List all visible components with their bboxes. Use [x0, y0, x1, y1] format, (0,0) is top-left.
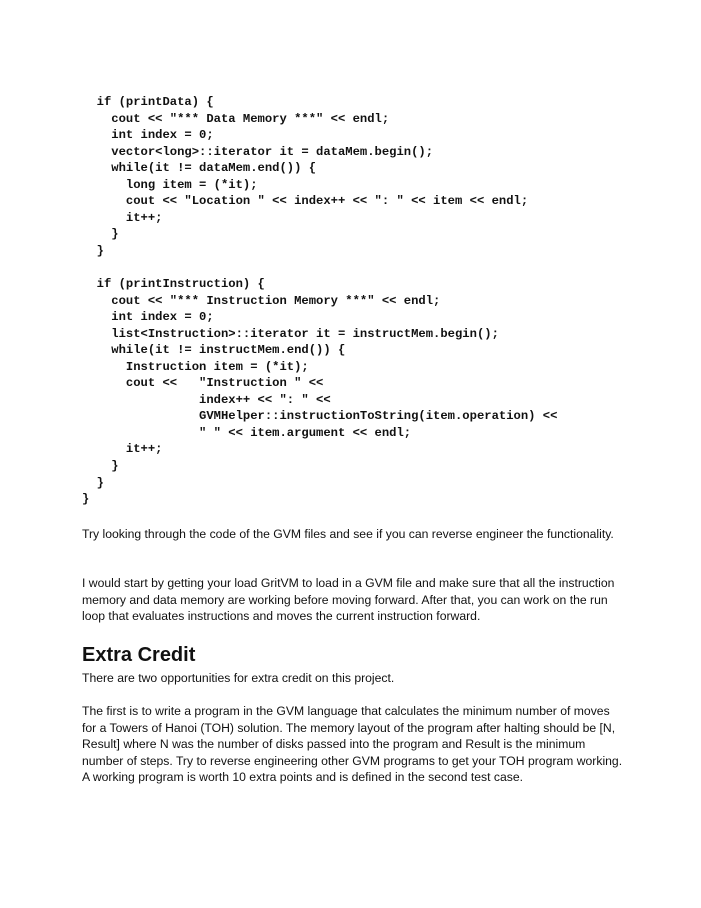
- code-line: vector<long>::iterator it = dataMem.begin();: [82, 144, 434, 159]
- code-line: cout << "*** Instruction Memory ***" << endl;: [82, 293, 441, 308]
- extra-credit-intro-paragraph: There are two opportunities for extra credit on this project.: [82, 671, 395, 685]
- advice-paragraph: I would start by getting your load GritVM to load in a GVM file and make sure that all the instruction memory and data memory are working before moving forward. After that, you can work on the run loop that evaluates instructions and moves the current instruction forward.: [82, 576, 615, 624]
- code-line: }: [82, 459, 119, 474]
- code-line: Instruction item = (*it);: [82, 359, 309, 374]
- code-line: it++;: [82, 442, 163, 457]
- code-line: [82, 259, 557, 276]
- code-line: cout << "Instruction " <<: [82, 376, 324, 391]
- code-line: GVMHelper::instructionToString(item.operation) <<: [82, 409, 558, 424]
- code-line: }: [82, 492, 90, 507]
- towers-of-hanoi-paragraph: The first is to write a program in the GVM language that calculates the minimum number of moves for a Towers of Hanoi (TOH) solution. The memory layout of the program after halting should be [N, Result] where N was the number of disks passed into the program and Result is the minimum number of steps. Try to reverse engineering other GVM programs to get your TOH program working. A working program is worth 10 extra points and is defined in the second test case.: [82, 704, 623, 785]
- extra-credit-heading: Extra Credit: [82, 644, 196, 666]
- code-block: [82, 94, 557, 508]
- code-line: }: [82, 243, 104, 258]
- code-line: }: [82, 475, 104, 490]
- code-line: }: [82, 227, 119, 242]
- code-line: list<Instruction>::iterator it = instructMem.begin();: [82, 326, 499, 341]
- code-line: it++;: [82, 210, 163, 225]
- code-line: index++ << ": " <<: [82, 392, 331, 407]
- code-line: cout << "Location " << index++ << ": " << item << endl;: [82, 194, 529, 209]
- code-line: cout << "*** Data Memory ***" << endl;: [82, 111, 390, 126]
- code-line: " " << item.argument << endl;: [82, 425, 412, 440]
- code-line: long item = (*it);: [82, 177, 258, 192]
- code-line: int index = 0;: [82, 310, 214, 325]
- code-line: while(it != instructMem.end()) {: [82, 343, 346, 358]
- code-line: int index = 0;: [82, 128, 214, 143]
- code-line: while(it != dataMem.end()) {: [82, 161, 317, 176]
- code-line: if (printInstruction) {: [82, 277, 265, 292]
- code-line: if (printData) {: [82, 95, 214, 109]
- intro-paragraph: Try looking through the code of the GVM files and see if you can reverse engineer the functionality.: [82, 527, 614, 541]
